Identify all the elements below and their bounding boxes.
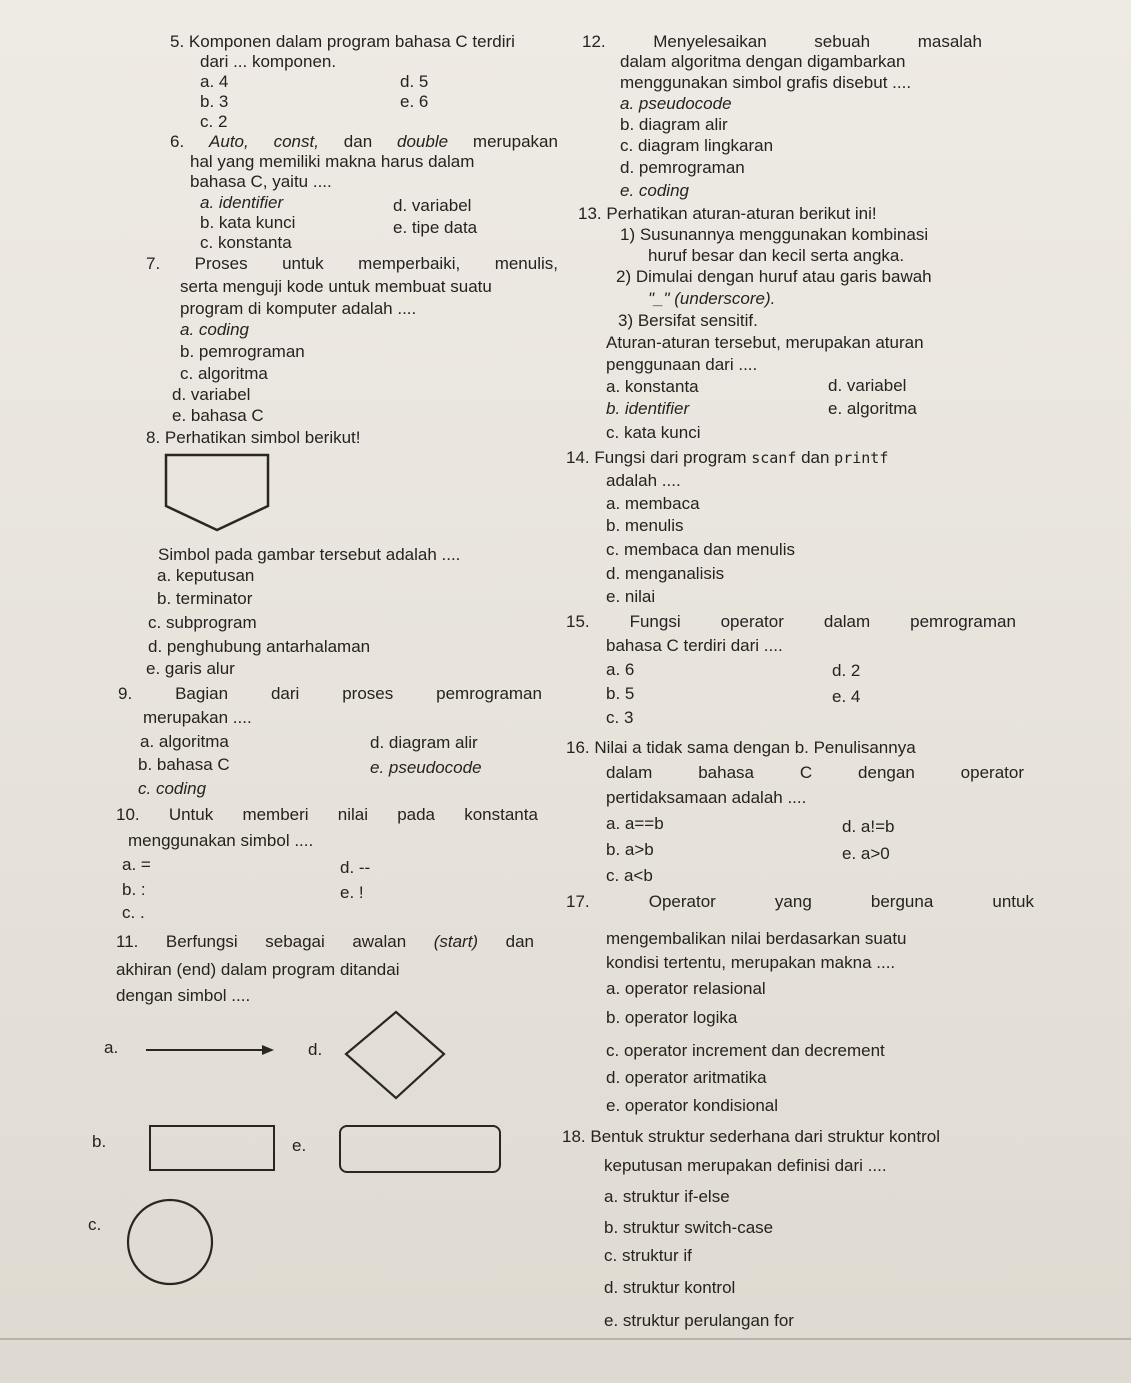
q12-option-d: d. pemrograman: [620, 158, 745, 177]
q10-word: nilai: [337, 805, 368, 824]
q7-word: 7.: [146, 254, 161, 273]
q5-option-e: e. 6: [400, 92, 429, 111]
q12-word: sebuah: [814, 32, 871, 51]
q17-word: Operator: [648, 892, 716, 911]
q8-stem: Simbol pada gambar tersebut adalah ....: [158, 545, 461, 564]
q5-option-b: b. 3: [200, 92, 229, 111]
q7-word: Proses: [194, 254, 248, 273]
q17-word: untuk: [992, 892, 1034, 911]
q10-option-b: b. :: [122, 880, 146, 899]
flow-line-arrow-symbol: [140, 1040, 280, 1060]
q13-stem2: penggunaan dari ....: [606, 355, 758, 374]
q7-word: menulis,: [494, 254, 558, 273]
decision-diamond-symbol: [340, 1008, 450, 1103]
q13-option-a: a. konstanta: [606, 377, 699, 396]
q13-option-e: e. algoritma: [828, 399, 917, 418]
page-bottom-edge: [0, 1338, 1131, 1340]
connector-circle-symbol: [120, 1192, 220, 1292]
q17-option-b: b. operator logika: [606, 1008, 738, 1027]
q16-word: bahasa: [698, 763, 754, 782]
q14-line1: [566, 448, 888, 468]
q10-line1: [116, 805, 538, 825]
q9-option-c: c. coding: [138, 779, 207, 798]
q13-rule1b: huruf besar dan kecil serta angka.: [648, 246, 905, 265]
q15-line2: bahasa C terdiri dari ....: [606, 636, 783, 655]
q9-word: dari: [270, 684, 300, 703]
q9-option-b: b. bahasa C: [138, 755, 230, 774]
q11-option-e: e.: [292, 1136, 307, 1155]
q15-option-b: b. 5: [606, 684, 635, 703]
q8-option-e: e. garis alur: [146, 659, 235, 678]
q6-word: double: [397, 132, 449, 151]
q15-option-c: c. 3: [606, 708, 634, 727]
q15-word: operator: [720, 612, 784, 631]
q10-option-a: a. =: [122, 855, 151, 874]
q13-line1: 13. Perhatikan aturan-aturan berikut ini!: [578, 204, 877, 223]
q13-option-c: c. kata kunci: [606, 423, 701, 442]
q17-option-e: e. operator kondisional: [606, 1096, 779, 1115]
q11-word: (start): [433, 932, 479, 951]
q9-option-d: d. diagram alir: [370, 733, 478, 752]
q18-line2: keputusan merupakan definisi dari ....: [604, 1156, 887, 1175]
q7-line1: [146, 254, 558, 274]
q9-word: Bagian: [175, 684, 229, 703]
q15-line1: [566, 612, 1016, 632]
q10-option-d: d. --: [340, 858, 371, 877]
q12-option-a: a. pseudocode: [620, 94, 732, 113]
q9-word: pemrograman: [436, 684, 542, 703]
q12-word: Menyelesaikan: [653, 32, 767, 51]
q7-word: untuk: [282, 254, 324, 273]
q18-option-a: a. struktur if-else: [604, 1187, 730, 1206]
q15-word: 15.: [566, 612, 590, 631]
q15-word: Fungsi: [629, 612, 681, 631]
q16-option-c: c. a<b: [606, 866, 653, 885]
q7-option-d: d. variabel: [172, 385, 251, 404]
q11-word: Berfungsi: [165, 932, 238, 951]
q12-option-b: b. diagram alir: [620, 115, 728, 134]
q6-line3: bahasa C, yaitu ....: [190, 172, 332, 191]
q14-code-printf: printf: [834, 449, 889, 467]
q7-option-b: b. pemrograman: [180, 342, 305, 361]
q17-word: berguna: [870, 892, 934, 911]
q6-word: const,: [273, 132, 319, 151]
q5-line2: dari ... komponen.: [200, 52, 337, 71]
q6-option-c: c. konstanta: [200, 233, 292, 252]
q8-option-d: d. penghubung antarhalaman: [148, 637, 371, 656]
terminator-rounded-rectangle-symbol: [332, 1118, 507, 1180]
q6-word: dan: [343, 132, 373, 151]
q10-word: 10.: [116, 805, 140, 824]
q13-rule2b: "_" (underscore).: [648, 289, 776, 308]
q17-line2: mengembalikan nilai berdasarkan suatu: [606, 929, 907, 948]
q11-word: dan: [505, 932, 534, 951]
q11-word: 11.: [116, 932, 139, 951]
q14-code-scanf: scanf: [751, 449, 797, 467]
q8-option-a: a. keputusan: [157, 566, 255, 585]
q16-option-b: b. a>b: [606, 840, 654, 859]
q10-option-c: c. .: [122, 903, 145, 922]
q6-word: merupakan: [472, 132, 558, 151]
q18-option-b: b. struktur switch-case: [604, 1218, 774, 1237]
q5-option-a: a. 4: [200, 72, 229, 91]
q9-option-e: e. pseudocode: [370, 758, 482, 777]
q13-rule3: 3) Bersifat sensitif.: [618, 311, 758, 330]
q9-line1: [118, 684, 542, 704]
q14-text: 14. Fungsi dari program: [566, 448, 752, 467]
q17-option-c: c. operator increment dan decrement: [606, 1041, 885, 1060]
q17-option-a: a. operator relasional: [606, 979, 766, 998]
q11-line2: akhiran (end) dalam program ditandai: [116, 960, 400, 979]
offpage-connector-symbol: [160, 450, 275, 535]
q13-rule2a: 2) Dimulai dengan huruf atau garis bawah: [616, 267, 932, 286]
q9-word: proses: [342, 684, 394, 703]
q9-option-a: a. algoritma: [140, 732, 229, 751]
q5-option-c: c. 2: [200, 112, 228, 131]
q10-word: memberi: [242, 805, 309, 824]
q13-option-b: b. identifier: [606, 399, 690, 418]
q10-line2: menggunakan simbol ....: [128, 831, 314, 850]
q11-word: sebagai: [265, 932, 325, 951]
q16-word: C: [799, 763, 813, 782]
q10-word: pada: [397, 805, 436, 824]
q14-option-e: e. nilai: [606, 587, 656, 606]
q15-word: pemrograman: [910, 612, 1016, 631]
q10-option-e: e. !: [340, 883, 364, 902]
q6-option-b: b. kata kunci: [200, 213, 296, 232]
q6-line1: [170, 132, 558, 152]
q16-line3: pertidaksamaan adalah ....: [606, 788, 807, 807]
q5-line1: 5. Komponen dalam program bahasa C terdiri: [170, 32, 515, 51]
q16-option-e: e. a>0: [842, 844, 890, 863]
q6-word: Auto,: [209, 132, 249, 151]
q7-word: memperbaiki,: [358, 254, 461, 273]
q7-option-e: e. bahasa C: [172, 406, 264, 425]
q6-option-a: a. identifier: [200, 193, 284, 212]
q16-option-d: d. a!=b: [842, 817, 895, 836]
q12-word: masalah: [917, 32, 982, 51]
q15-option-e: e. 4: [832, 687, 861, 706]
q16-word: operator: [960, 763, 1024, 782]
q9-word: 9.: [118, 684, 133, 703]
q18-option-e: e. struktur perulangan for: [604, 1311, 794, 1330]
q16-word: dalam: [606, 763, 653, 782]
q8-option-b: b. terminator: [157, 589, 253, 608]
q17-line1: [566, 892, 1034, 912]
q12-line2: dalam algoritma dengan digambarkan: [620, 52, 906, 71]
q14-option-c: c. membaca dan menulis: [606, 540, 795, 559]
q16-option-a: a. a==b: [606, 814, 664, 833]
q16-word: dengan: [858, 763, 915, 782]
q6-word: 6.: [170, 132, 185, 151]
q11-line3: dengan simbol ....: [116, 986, 251, 1005]
q11-line1: [116, 932, 534, 952]
q6-line2: hal yang memiliki makna harus dalam: [190, 152, 475, 171]
q17-word: 17.: [566, 892, 590, 911]
q18-option-c: c. struktur if: [604, 1246, 692, 1265]
q17-word: yang: [774, 892, 812, 911]
q17-option-d: d. operator aritmatika: [606, 1068, 767, 1087]
q7-option-c: c. algoritma: [180, 364, 268, 383]
q15-word: dalam: [823, 612, 871, 631]
q14-line2: adalah ....: [606, 471, 681, 490]
q5-option-d: d. 5: [400, 72, 429, 91]
q13-option-d: d. variabel: [828, 376, 907, 395]
q7-line3: program di komputer adalah ....: [180, 299, 417, 318]
q8-line1: 8. Perhatikan simbol berikut!: [146, 428, 361, 447]
q15-option-d: d. 2: [832, 661, 861, 680]
q12-line3: menggunakan simbol grafis disebut ....: [620, 73, 912, 92]
q11-option-d: d.: [308, 1040, 323, 1059]
q15-option-a: a. 6: [606, 660, 635, 679]
q14-option-b: b. menulis: [606, 516, 684, 535]
q16-line2: [606, 763, 1024, 783]
q18-line1: 18. Bentuk struktur sederhana dari struktur kontrol: [562, 1127, 940, 1146]
q12-option-c: c. diagram lingkaran: [620, 136, 774, 155]
q10-word: konstanta: [464, 805, 538, 824]
q14-option-d: d. menganalisis: [606, 564, 725, 583]
q11-word: awalan: [352, 932, 407, 951]
q18-option-d: d. struktur kontrol: [604, 1278, 736, 1297]
q11-option-c: c.: [88, 1215, 102, 1234]
q9-line2: merupakan ....: [143, 708, 252, 727]
q16-line1: 16. Nilai a tidak sama dengan b. Penulisannya: [566, 738, 916, 757]
q8-option-c: c. subprogram: [148, 613, 257, 632]
q12-line1: [582, 32, 982, 52]
q13-rule1a: 1) Susunannya menggunakan kombinasi: [620, 225, 929, 244]
q11-option-a: a.: [104, 1038, 119, 1057]
q12-option-e: e. coding: [620, 181, 689, 200]
q14-text: dan: [796, 448, 835, 467]
q17-line3: kondisi tertentu, merupakan makna ....: [606, 953, 896, 972]
q6-option-e: e. tipe data: [393, 218, 478, 237]
process-rectangle-symbol: [140, 1118, 280, 1174]
q11-option-b: b.: [92, 1132, 107, 1151]
q10-word: Untuk: [168, 805, 214, 824]
q6-option-d: d. variabel: [393, 196, 472, 215]
q7-option-a: a. coding: [180, 320, 249, 339]
q13-stem1: Aturan-aturan tersebut, merupakan aturan: [606, 333, 924, 352]
q14-option-a: a. membaca: [606, 494, 700, 513]
q7-line2: serta menguji kode untuk membuat suatu: [180, 277, 492, 296]
q12-word: 12.: [582, 32, 606, 51]
